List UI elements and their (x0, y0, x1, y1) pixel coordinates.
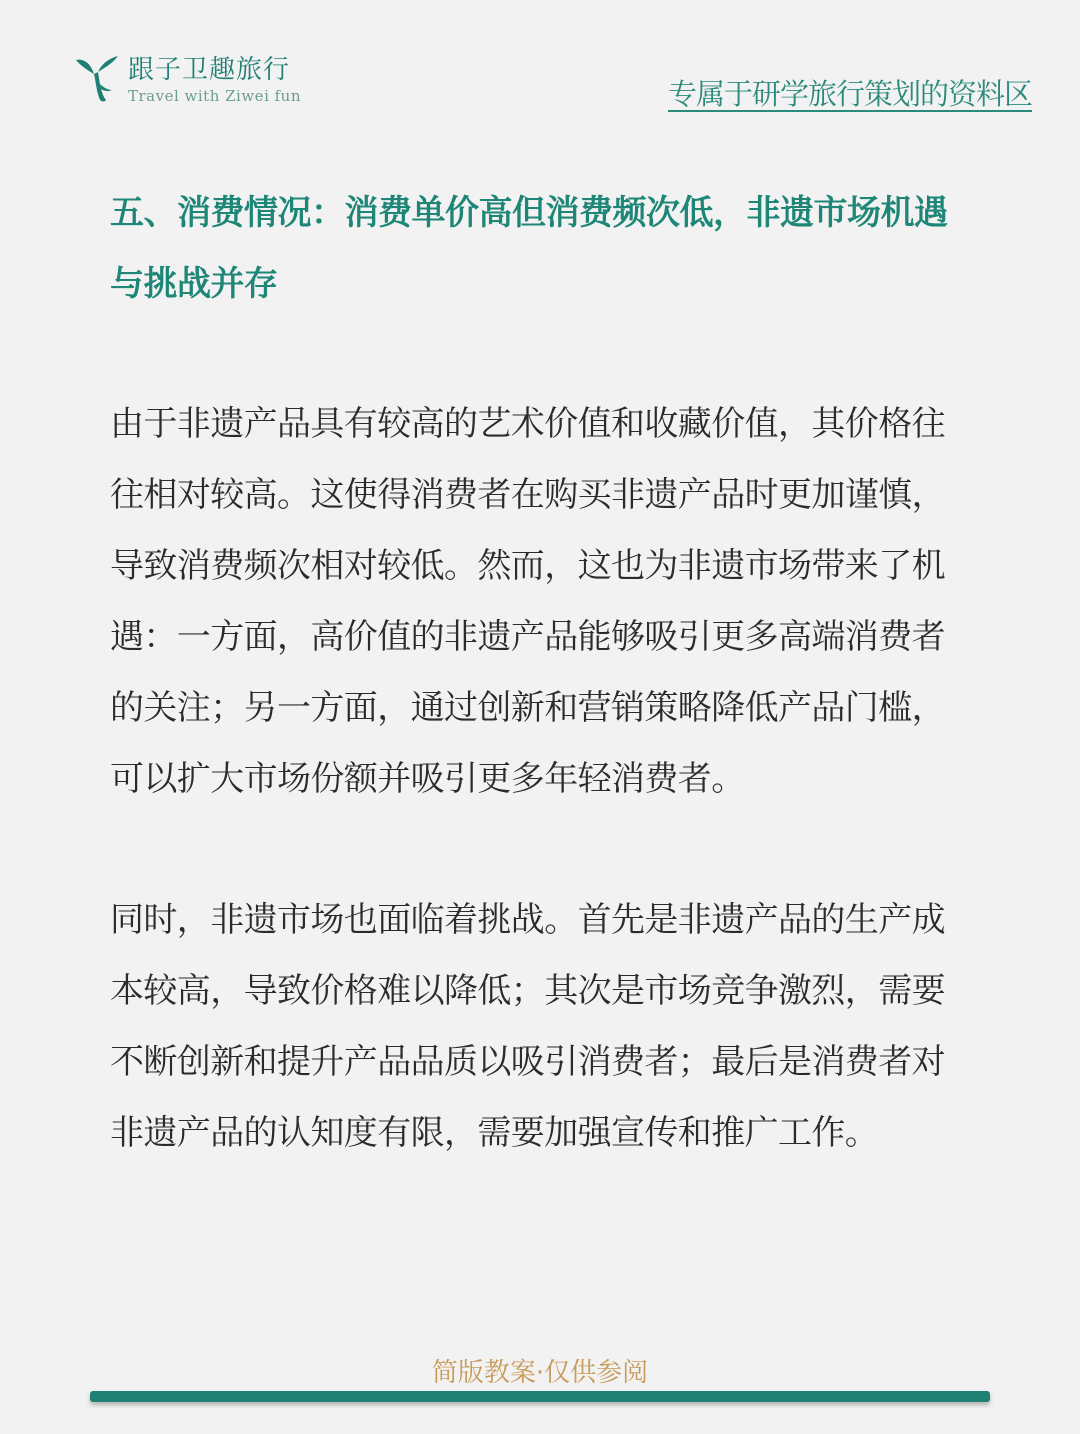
header-tagline-link[interactable]: 专属于研学旅行策划的资料区 (667, 77, 1032, 111)
footer-divider-bar (90, 1391, 990, 1402)
logo-name: 跟子卫趣旅行 (128, 55, 291, 85)
section-title: 五、消费情况：消费单价高但消费频次低，非遗市场机遇与挑战并存 (110, 193, 948, 304)
swallow-logo-icon (74, 54, 120, 104)
article-paragraph-1: 由于非遗产品具有较高的艺术价值和收藏价值，其价格往往相对较高。这使得消费者在购买非遗产品时更加谨慎，导致消费频次相对较低。然而，这也为非遗市场带来了机遇：一方面，高价值的非遗产品能够吸引更多高端消费者的关注；另一方面，通过创新和营销策略降低产品门槛，可以扩大市场份额并吸引更多年轻消费者。 (110, 404, 945, 799)
brand-logo (74, 54, 301, 105)
article-paragraph-2: 同时，非遗市场也面临着挑战。首先是非遗产品的生产成本较高，导致价格难以降低；其次是市场竞争激烈，需要不断创新和提升产品品质以吸引消费者；最后是消费者对非遗产品的认知度有限，需要加强宣传和推广工作。 (110, 900, 945, 1153)
footer-note: 简版教案·仅供参阅 (431, 1358, 649, 1388)
logo-subtitle: Travel with Ziwei fun (128, 87, 302, 105)
